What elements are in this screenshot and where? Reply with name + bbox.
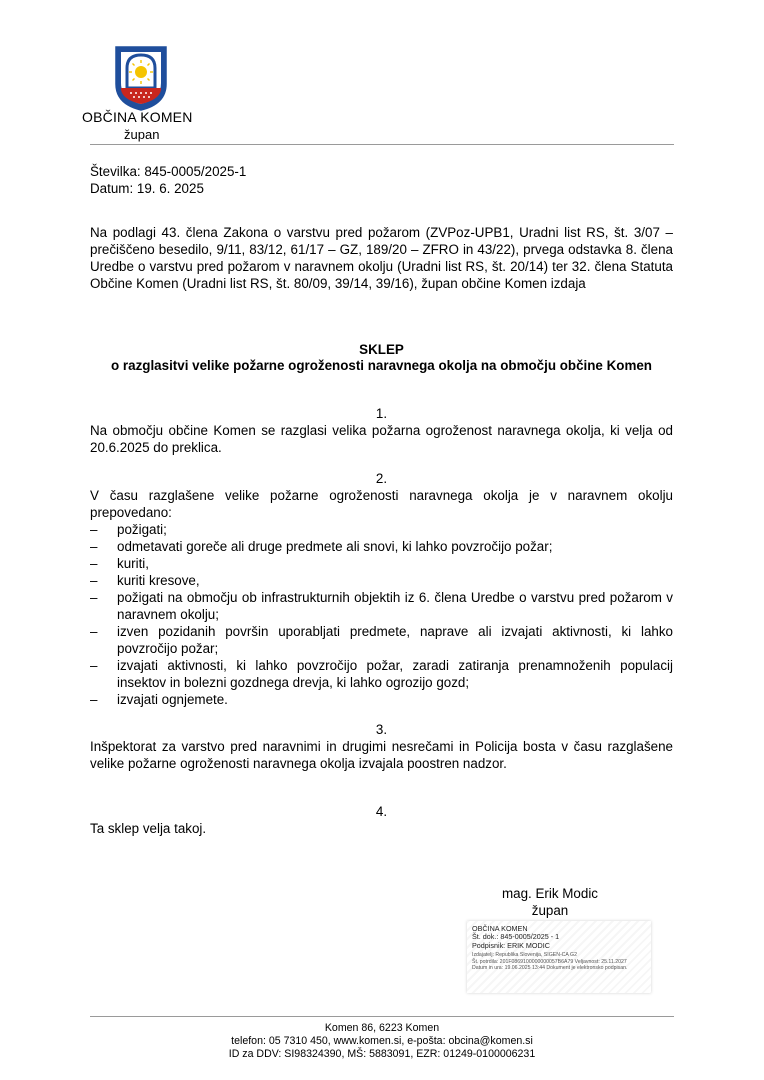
section-4-number: 4. (375, 804, 388, 819)
list-dash: – (90, 624, 98, 639)
stamp-organization: OBČINA KOMEN (472, 924, 528, 933)
signer-name: mag. Erik Modic (502, 886, 598, 901)
stamp-datetime: Datum in ura: 19.06.2025 13:44 Dokument je elektronsko podpisan. (472, 965, 628, 972)
list-item-text: izvajati aktivnosti, ki lahko povzročijo požar, zaradi zatiranja prenamnoženih populacij insektov in bolezni gozdnega drevja, ki lahko ogrozijo gozd; (117, 658, 673, 690)
stamp-issuer: Izdajatelj: Republika Slovenija, SIGEN-CA G2 (472, 952, 577, 959)
section-2-text: V času razglašene velike požarne ogroženosti naravnega okolja je v naravnem okolju prepovedano: (90, 488, 673, 520)
list-item (90, 538, 673, 555)
list-item (90, 521, 673, 538)
list-dash: – (90, 556, 98, 571)
list-dash: – (90, 522, 98, 537)
list-item-text: kuriti, (117, 556, 149, 571)
list-dash: – (90, 590, 98, 605)
footer-contact: telefon: 05 7310 450, www.komen.si, e-pošta: obcina@komen.si (231, 1035, 533, 1047)
stamp-document-number: Št. dok.: 845-0005/2025 - 1 (472, 932, 560, 942)
section-1-text: Na območju občine Komen se razglasi velika požarna ogroženost naravnega okolja, ki velja od 20.6.2025 do preklica. (90, 423, 673, 455)
section-4-text: Ta sklep velja takoj. (90, 821, 207, 836)
list-item-text: odmetavati goreče ali druge predmete ali snovi, ki lahko povzročijo požar; (117, 539, 553, 554)
section-2-number: 2. (375, 471, 388, 486)
footer-divider (90, 1016, 674, 1017)
decision-subtitle: o razglasitvi velike požarne ogroženosti naravnega okolja na območju občine Komen (111, 358, 652, 373)
stamp-certificate: Št. potrdila: 201F0869100000000057B6A79 Veljavnost: 25.11.2027 (472, 958, 627, 965)
decision-title: SKLEP (359, 342, 404, 357)
list-item (90, 555, 673, 572)
intro-paragraph: Na podlagi 43. člena Zakona o varstvu pred požarom (ZVPoz-UPB1, Uradni list RS, št. 3/07 – prečiščeno besedilo, 9/11, 83/12, 61/17 – GZ, 189/20 – ZFRO in 43/22), prvega odstavka 8. člena Uredbe o varstvu pred požarom v naravnem okolju (Uradni list RS, št. 20/14) ter 32. člena Statuta Občine Komen (Uradni list RS, št. 80/09, 39/14, 39/16), župan občine Komen izdaja (90, 225, 673, 291)
stamp-signer: Podpisnik: ERIK MODIC (472, 940, 550, 950)
list-item (90, 589, 673, 623)
document-meta (90, 163, 246, 197)
section-3-text: Inšpektorat za varstvo pred naravnimi in drugimi nesrečami in Policija bosta v času razglašene velike požarne ogroženosti naravnega okolja izvajala poostren nadzor. (90, 739, 673, 771)
list-item (90, 572, 673, 589)
list-dash: – (90, 658, 98, 673)
list-item (90, 691, 673, 708)
list-item-text: požigati na območju ob infrastrukturnih objektih iz 6. člena Uredbe o varstvu pred požarom v naravnem okolju; (117, 590, 673, 622)
list-dash: – (90, 692, 98, 707)
footer-ids: ID za DDV: SI98324390, MŠ: 5883091, EZR: 01249-0100006231 (228, 1048, 536, 1060)
document-date: Datum: 19. 6. 2025 (90, 181, 204, 196)
header-divider (90, 144, 674, 145)
signer-role: župan (531, 903, 569, 918)
organization-subtitle: župan (124, 127, 160, 142)
coat-of-arms-logo (113, 44, 169, 112)
document-number: Številka: 845-0005/2025-1 (90, 164, 247, 179)
list-dash: – (90, 539, 98, 554)
section-3-number: 3. (375, 722, 388, 737)
list-item-text: izvajati ognjemete. (117, 692, 228, 707)
electronic-signature-stamp (467, 921, 651, 993)
list-item-text: kuriti kresove, (117, 573, 200, 588)
list-item (90, 623, 673, 657)
section-1-number: 1. (375, 406, 388, 421)
organization-name: OBČINA KOMEN (82, 109, 193, 125)
list-item (90, 657, 673, 691)
list-dash: – (90, 573, 98, 588)
list-item-text: izven pozidanih površin uporabljati predmete, naprave ali izvajati aktivnosti, ki lahko povzročijo požar; (117, 624, 673, 656)
footer-address: Komen 86, 6223 Komen (324, 1022, 440, 1034)
prohibited-list (90, 521, 673, 708)
list-item-text: požigati; (117, 522, 167, 537)
